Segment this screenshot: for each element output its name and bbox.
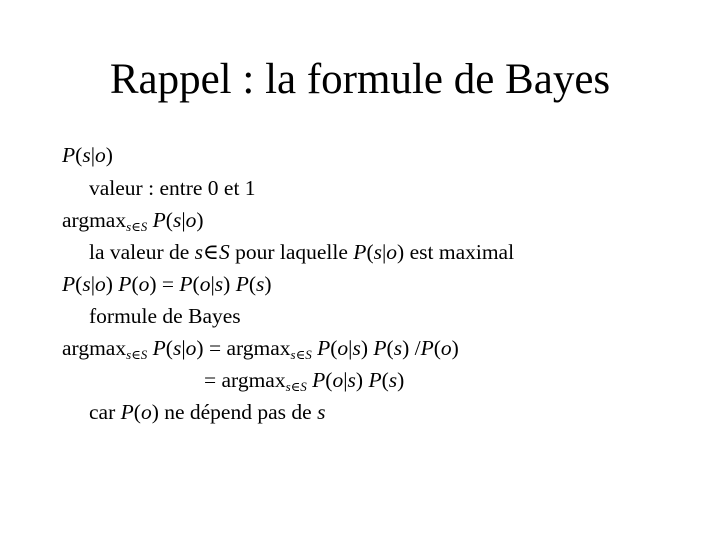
line-8 (204, 366, 404, 394)
line-3 (62, 206, 204, 234)
line-3-text: argmax$_{s\in S}$ P(s|o) (62, 208, 204, 234)
line-5-text: P(s|o) P(o) = P(o|s) P(s) (62, 272, 272, 296)
line-6 (89, 302, 241, 330)
line-7-text: argmax$_{s\in S}$ P(s|o) = argmax$_{s\in S}$ P(o|s) P(s) /P(o) (62, 336, 459, 362)
line-2 (89, 174, 256, 202)
line-4-text: la valeur de s∈S pour laquelle P(s|o) est maximal (89, 240, 515, 264)
line-1-text: P(s|o) (62, 143, 113, 167)
line-2-text: valeur : entre 0 et 1 (89, 176, 256, 200)
line-4 (89, 238, 514, 266)
line-7 (62, 334, 459, 362)
slide-title: Rappel : la formule de Bayes (109, 56, 611, 103)
line-9-text: car P(o) ne dépend pas de s (89, 400, 326, 424)
line-6-text: formule de Bayes (89, 304, 241, 328)
line-1 (62, 141, 113, 169)
line-9 (89, 398, 325, 426)
line-5 (62, 270, 272, 298)
line-8-text: = argmax$_{s\in S}$ P(o|s) P(s) (204, 368, 405, 394)
